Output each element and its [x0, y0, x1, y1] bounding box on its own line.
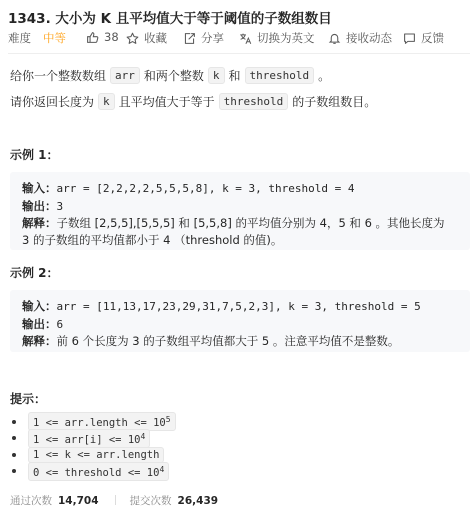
feedback-button[interactable]: [403, 30, 444, 46]
bullet: [12, 469, 16, 473]
share-button[interactable]: [183, 30, 224, 46]
description-line-2: [10, 93, 376, 110]
feedback-label: 反馈: [421, 31, 444, 45]
share-label: 分享: [201, 31, 224, 45]
text: 和: [228, 69, 241, 83]
exponent: 5: [165, 415, 171, 424]
bell-icon: [328, 32, 341, 45]
bullet: [12, 436, 16, 440]
inline-code: threshold: [245, 67, 315, 84]
bullet: [12, 420, 16, 424]
constraints-list: [32, 414, 176, 480]
example-2-heading: 示例 2：: [10, 266, 59, 280]
difficulty-label: 难度: [8, 31, 31, 45]
constraint-text: 1 <= arr.length <= 10: [33, 417, 166, 429]
example-explanation-cont: 3 的子数组的平均值都小于 4 （threshold 的值)。: [22, 232, 283, 247]
stats-divider: [115, 495, 116, 505]
example-1-heading: 示例 1：: [10, 148, 59, 162]
example-input: arr = [11,13,17,23,29,31,7,5,2,3], k = 3, threshold = 5: [56, 300, 421, 313]
favorite-label: 收藏: [144, 31, 167, 45]
problem-title: 1343. 大小为 K 且平均值大于等于阈值的子数组数目: [8, 11, 332, 27]
like-button[interactable]: [86, 30, 119, 44]
constraint-code: [28, 447, 164, 463]
constraint-code: [28, 462, 169, 481]
text: 的子数组数目。: [292, 95, 377, 109]
example-explanation: 前 6 个长度为 3 的子数组平均值都大于 5 。注意平均值不是整数。: [56, 334, 400, 348]
inline-code: k: [98, 93, 115, 110]
like-count: 38: [104, 30, 119, 44]
accepted-label: 通过次数: [10, 495, 52, 507]
constraint-code: [28, 429, 150, 448]
notify-label: 接收动态: [346, 31, 392, 45]
header-divider: [8, 53, 470, 54]
output-label: 输出：: [22, 198, 57, 213]
exponent: 4: [140, 431, 146, 441]
thumbs-up-icon: [86, 31, 99, 44]
hints-heading: 提示：: [10, 392, 47, 406]
switch-language-button[interactable]: [239, 30, 315, 46]
output-label: 输出：: [22, 316, 57, 331]
list-item: [32, 447, 176, 462]
favorite-button[interactable]: [126, 30, 167, 46]
input-label: 输入：: [22, 181, 57, 195]
submitted-count: 26,439: [177, 495, 219, 507]
star-icon: [126, 32, 139, 45]
exponent: 4: [159, 464, 165, 474]
constraint-text: 0 <= threshold <= 10: [33, 466, 160, 479]
example-input: arr = [2,2,2,2,5,5,5,8], k = 3, threshold = 4: [56, 182, 355, 195]
submitted-label: 提交次数: [129, 495, 172, 507]
text: 给你一个整数数组: [10, 69, 107, 83]
example-1-block: [10, 172, 470, 250]
accepted-count: 14,704: [58, 495, 99, 507]
text: 和两个整数: [143, 69, 204, 83]
submission-stats: [10, 493, 234, 508]
list-item: [32, 414, 176, 429]
share-icon: [183, 32, 196, 45]
constraint-text: 1 <= arr[i] <= 10: [33, 433, 141, 446]
explain-label: 解释：: [22, 216, 57, 230]
text: 请你返回长度为: [10, 95, 95, 109]
feedback-icon: [403, 32, 416, 45]
bullet: [12, 453, 16, 457]
constraint-text: 1 <= k <= arr.length: [33, 448, 160, 461]
difficulty-value: 中等: [43, 31, 66, 45]
input-label: 输入：: [22, 299, 57, 313]
inline-code: arr: [110, 67, 140, 84]
text: 。: [318, 69, 331, 83]
explain-label: 解释：: [22, 334, 57, 348]
example-output: 6: [56, 317, 64, 331]
problem-meta-bar: [8, 30, 468, 48]
text: 且平均值大于等于: [118, 95, 215, 109]
example-explanation: 子数组 [2,5,5],[5,5,5] 和 [5,5,8] 的平均值分别为 4，5 和 6 。其他长度为: [56, 216, 445, 230]
example-output: 3: [56, 199, 64, 213]
inline-code: threshold: [219, 93, 289, 110]
example-2-block: [10, 290, 470, 352]
description-line-1: [10, 67, 330, 84]
notify-button[interactable]: [328, 30, 392, 46]
list-item: [32, 431, 176, 446]
difficulty: [8, 30, 66, 46]
switch-language-label: 切换为英文: [257, 31, 315, 45]
list-item: [32, 464, 176, 479]
translate-icon: [239, 32, 252, 45]
inline-code: k: [208, 67, 225, 84]
